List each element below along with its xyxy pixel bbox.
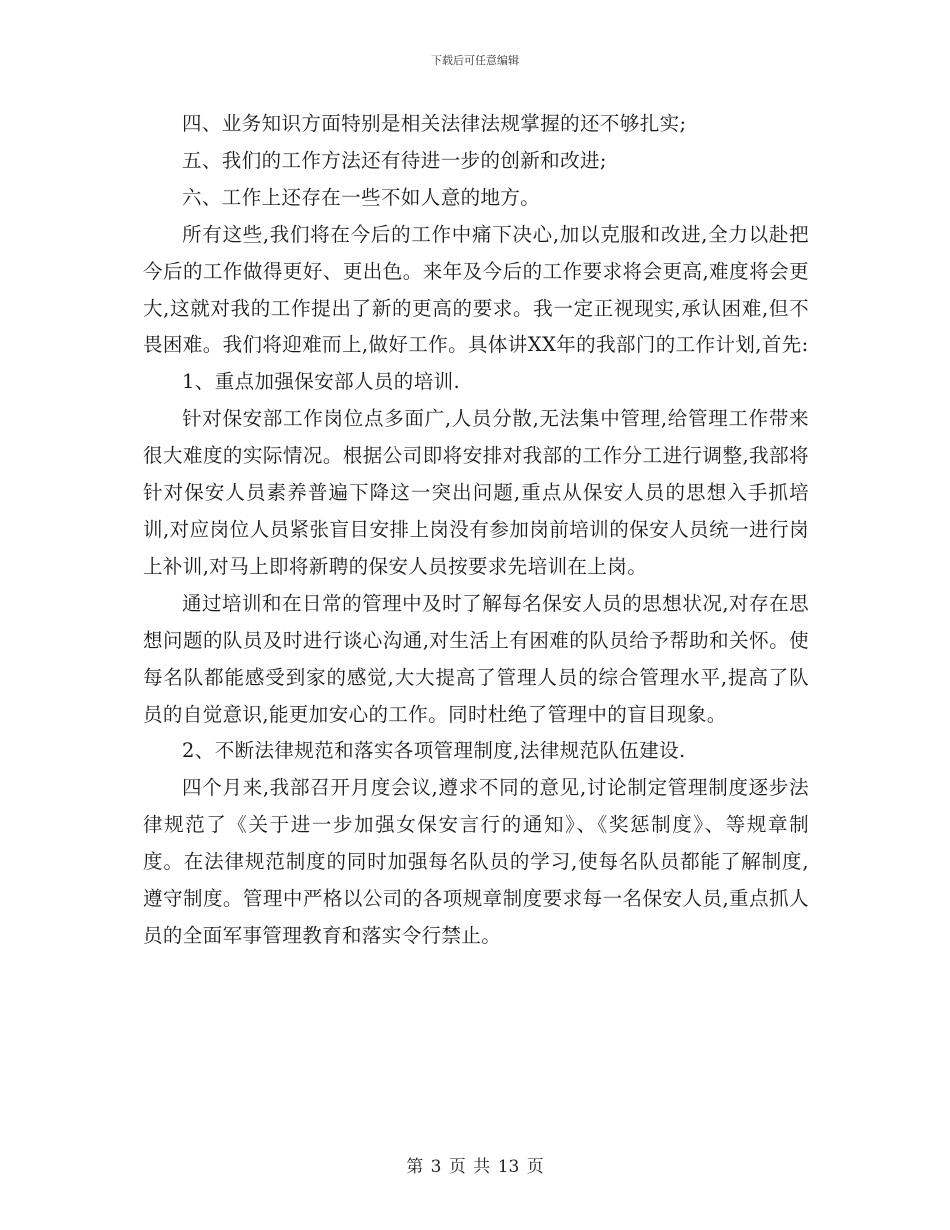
- paragraph-item: 2、不断法律规范和落实各项管理制度,法律规范队伍建设.: [182, 739, 686, 763]
- paragraph-item: 所有这些,我们将在今后的工作中痛下决心,加以克服和改进,全力以赴把今后的工作做得更好、更出色。来年及今后的工作要求将会更高,难度将会更大,这就对我的工作提出了新的更高的要求。我一定正视现实,承认困难,但不畏困难。我们将迎难而上,做好工作。具体讲XX年的我部门的工作计划,首先:: [143, 222, 809, 357]
- paragraph-item: 1、重点加强保安部人员的培训.: [182, 370, 461, 394]
- paragraph-item: 针对保安部工作岗位点多面广,人员分散,无法集中管理,给管理工作带来很大难度的实际情况。根据公司即将安排对我部的工作分工进行调整,我部将针对保安人员素养普遍下降这一突出问题,重点从保安人员的思想入手抓培训,对应岗位人员紧张盲目安排上岗没有参加岗前培训的保安人员统一进行岗上补训,对马上即将新聘的保安人员按要求先培训在上岗。: [143, 407, 809, 578]
- paragraph-item: 五、我们的工作方法还有待进一步的创新和改进;: [182, 148, 607, 172]
- page-header: 下载后可任意编辑: [431, 54, 519, 67]
- page-number-footer: 第 3 页 共 13 页: [406, 1157, 544, 1177]
- paragraph-item: 四、业务知识方面特别是相关法律法规掌握的还不够扎实;: [182, 112, 687, 135]
- paragraph-item: 四个月来,我部召开月度会议,遵求不同的意见,讨论制定管理制度逐步法律规范了《关于进一步加强女保安言行的通知》、《奖惩制度》、等规章制度。在法律规范制度的同时加强每名队员的学习,使每名队员都能了解制度,遵守制度。管理中严格以公司的各项规章制度要求每一名保安人员,重点抓人员的全面军事管理教育和落实令行禁止。: [143, 776, 809, 947]
- paragraph-item: 通过培训和在日常的管理中及时了解每名保安人员的思想状况,对存在思想问题的队员及时进行谈心沟通,对生活上有困难的队员给予帮助和关怀。使每名队都能感受到家的感觉,大大提高了管理人员的综合管理水平,提高了队员的自觉意识,能更加安心的工作。同时杜绝了管理中的盲目现象。: [143, 591, 809, 726]
- paragraph-item: 六、工作上还存在一些不如人意的地方。: [182, 185, 541, 209]
- document-body: [143, 106, 809, 955]
